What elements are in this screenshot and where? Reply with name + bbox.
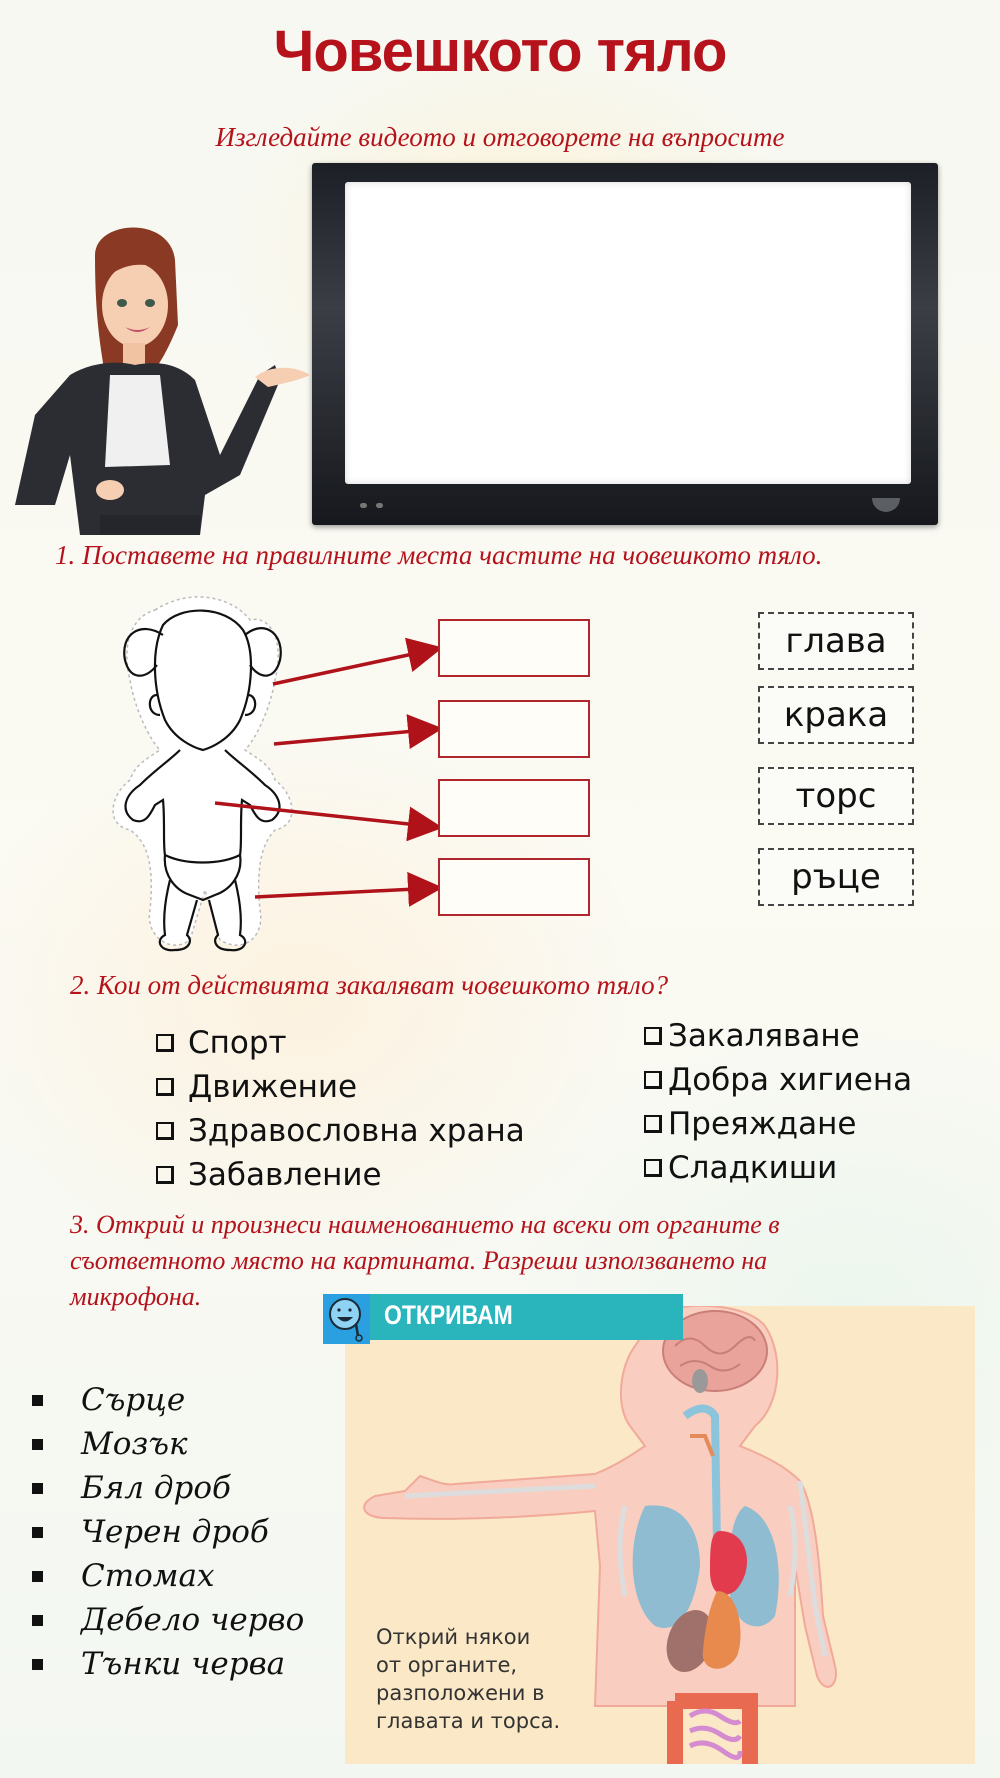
options-right-column [644, 1014, 912, 1190]
options-left-column [156, 1021, 525, 1197]
arrow-leg-to-box4 [255, 888, 436, 897]
word-card-glava[interactable]: глава [758, 612, 914, 670]
teacher-illustration [0, 215, 320, 535]
square-bullet-icon [32, 1571, 43, 1582]
list-item: Тънки черва [32, 1642, 304, 1686]
square-bullet-icon [32, 1615, 43, 1626]
option-sport[interactable]: Спорт [156, 1021, 525, 1065]
list-item: Дебело черво [32, 1598, 304, 1642]
option-sladkishi[interactable]: Сладкиши [644, 1146, 912, 1190]
answer-box-1[interactable] [438, 619, 590, 677]
page-title: Човешкото тяло [273, 19, 727, 84]
word-card-tors[interactable]: торс [758, 767, 914, 825]
square-bullet-icon [32, 1483, 43, 1494]
page-subtitle: Изгледайте видеото и отговорете на въпросите [215, 122, 785, 152]
answer-box-3[interactable] [438, 779, 590, 837]
checkbox-icon[interactable] [644, 1071, 662, 1089]
checkbox-icon[interactable] [156, 1034, 174, 1052]
list-item: Сърце [32, 1378, 304, 1422]
arrow-torso-to-box3 [215, 803, 436, 827]
square-bullet-icon [32, 1527, 43, 1538]
discover-badge-label: ОТКРИВАМ [384, 1300, 513, 1330]
checkbox-icon[interactable] [156, 1078, 174, 1096]
list-item: Мозък [32, 1422, 304, 1466]
video-screen[interactable] [345, 182, 911, 484]
video-player[interactable] [312, 163, 938, 525]
tv-indicator-dot [376, 503, 383, 508]
smiley-magnifier-icon [323, 1294, 370, 1344]
option-preyazhdane[interactable]: Преяждане [644, 1102, 912, 1146]
option-zabavlenie[interactable]: Забавление [156, 1153, 525, 1197]
word-card-kraka[interactable]: крака [758, 686, 914, 744]
question-3-prompt: 3. Открий и произнеси наименованието на всеки от органите в съответното място на картината. Разреши използването на микрофона. [70, 1210, 780, 1311]
word-card-ratse[interactable]: ръце [758, 848, 914, 906]
discover-badge-icon-bg [323, 1294, 370, 1344]
checkbox-icon[interactable] [156, 1122, 174, 1140]
checkbox-icon[interactable] [644, 1027, 662, 1045]
arrow-arm-to-box2 [274, 729, 436, 744]
square-bullet-icon [32, 1395, 43, 1406]
checkbox-icon[interactable] [156, 1166, 174, 1184]
checkbox-icon[interactable] [644, 1115, 662, 1133]
square-bullet-icon [32, 1439, 43, 1450]
answer-box-2[interactable] [438, 700, 590, 758]
square-bullet-icon [32, 1659, 43, 1670]
option-zdravoslovna-hrana[interactable]: Здравословна храна [156, 1109, 525, 1153]
checkbox-icon[interactable] [644, 1159, 662, 1177]
tv-power-led [872, 498, 900, 512]
question-2-prompt: 2. Кои от действията закаляват човешкото тяло? [70, 970, 669, 1000]
panel-caption: Открий някои от органите, разположени в главата и торса. [376, 1625, 561, 1733]
list-item: Черен дроб [32, 1510, 304, 1554]
option-zakalyavane[interactable]: Закаляване [644, 1014, 912, 1058]
answer-box-4[interactable] [438, 858, 590, 916]
list-item: Бял дроб [32, 1466, 304, 1510]
organ-list [32, 1378, 304, 1686]
question-1-prompt: 1. Поставете на правилните места частите на човешкото тяло. [55, 540, 823, 570]
list-item: Стомах [32, 1554, 304, 1598]
option-dvizhenie[interactable]: Движение [156, 1065, 525, 1109]
option-dobra-higiena[interactable]: Добра хигиена [644, 1058, 912, 1102]
arrows-layer [0, 590, 460, 930]
arrow-head-to-box1 [273, 649, 436, 684]
tv-indicator-dot [360, 503, 367, 508]
